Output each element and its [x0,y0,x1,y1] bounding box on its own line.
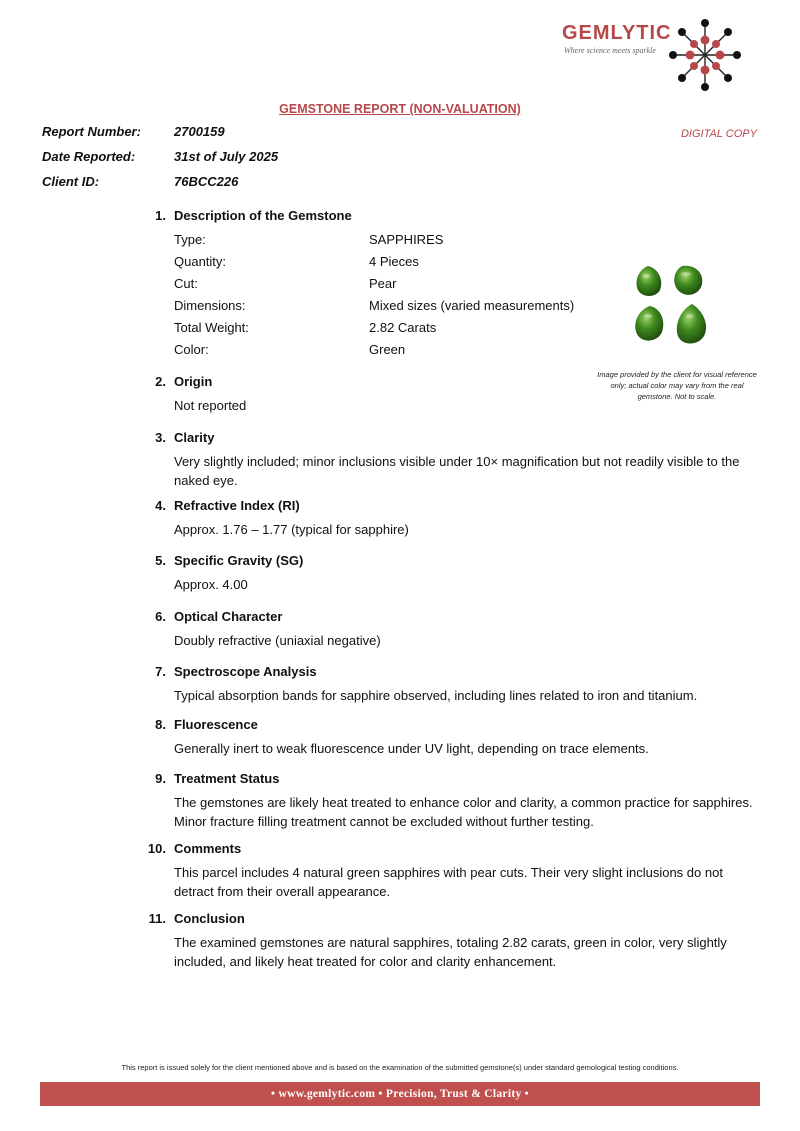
brand-name: GEMLYTIC [562,22,672,44]
spec-value: Green [369,342,406,357]
section-heading: Comments [174,841,242,856]
digital-copy-label: DIGITAL COPY [680,128,757,140]
meta-label: Date Reported: [42,149,136,164]
spec-key: Total Weight: [174,320,249,335]
section-number: 1. [155,208,166,223]
brand-logo [558,14,748,94]
section-number: 8. [155,717,166,732]
section-body: The gemstones are likely heat treated to enhance color and clarity, a common practice for sapphires. Minor fracture filling treatment cannot be excluded without further testing. [174,795,753,829]
section-description [134,208,754,228]
section-body: The examined gemstones are natural sapphires, totaling 2.82 carats, green in color, very slightly included, and likely heat treated for color and clarity enhancement. [174,935,727,969]
section-heading: Conclusion [174,911,245,926]
section-body: This parcel includes 4 natural green sapphires with pear cuts. Their very slight inclusions do not detract from their overall appearance. [174,865,723,899]
section-body: Not reported [174,398,247,413]
section-number: 5. [155,553,166,568]
spec-value: 2.82 Carats [369,320,437,335]
section-heading: Treatment Status [174,771,280,786]
spec-key: Type: [174,232,206,247]
section-heading: Specific Gravity (SG) [174,553,304,568]
section-heading: Clarity [174,430,215,445]
section-heading: Refractive Index (RI) [174,498,300,513]
section-body: Approx. 4.00 [174,577,248,592]
section-number: 10. [147,841,166,856]
section-body: Generally inert to weak fluorescence under UV light, depending on trace elements. [174,741,649,756]
section-number: 4. [155,498,166,513]
spec-key: Color: [174,342,209,357]
disclaimer-footnote: This report is issued solely for the client mentioned above and is based on the examination of the submitted gemstone(s) under standard gemological testing conditions. [121,1063,679,1072]
section-heading: Spectroscope Analysis [174,664,317,679]
spec-key: Quantity: [174,254,227,269]
gem-molecule-icon [668,18,742,92]
section-body: Very slightly included; minor inclusions visible under 10× magnification but not readily visible to the naked eye. [174,454,740,488]
image-caption: Image provided by the client for visual reference only; actual color may vary from the real gemstone. Not to scale. [597,370,757,401]
footer-bar: • www.gemlytic.com • Precision, Trust & Clarity • [40,1082,760,1106]
section-heading: Origin [174,374,213,389]
brand-tagline: Where science meets sparkle [564,46,656,55]
section-heading: Fluorescence [174,717,258,732]
section-number: 3. [155,430,166,445]
spec-value: SAPPHIRES [369,232,444,247]
spec-value: 4 Pieces [369,254,419,269]
section-number: 6. [155,609,166,624]
section-number: 7. [155,664,166,679]
spec-key: Dimensions: [174,298,246,313]
gemstone-image [626,262,722,350]
section-number: 9. [155,771,166,786]
spec-key: Cut: [174,276,198,291]
spec-value: Mixed sizes (varied measurements) [369,298,575,313]
section-body: Typical absorption bands for sapphire observed, including lines related to iron and titanium. [174,688,698,703]
section-heading: Description of the Gemstone [174,208,352,223]
meta-value: 2700159 [174,124,225,139]
section-body: Approx. 1.76 – 1.77 (typical for sapphire) [174,522,409,537]
section-number: 11. [148,911,166,926]
section-number: 2. [155,374,166,389]
section-body: Doubly refractive (uniaxial negative) [174,633,381,648]
meta-label: Report Number: [42,124,141,139]
report-title: GEMSTONE REPORT (NON-VALUATION) [279,102,521,116]
meta-value: 31st of July 2025 [174,149,279,164]
section-heading: Optical Character [174,609,283,624]
meta-value: 76BCC226 [174,174,239,189]
spec-value: Pear [369,276,397,291]
meta-label: Client ID: [42,174,100,189]
